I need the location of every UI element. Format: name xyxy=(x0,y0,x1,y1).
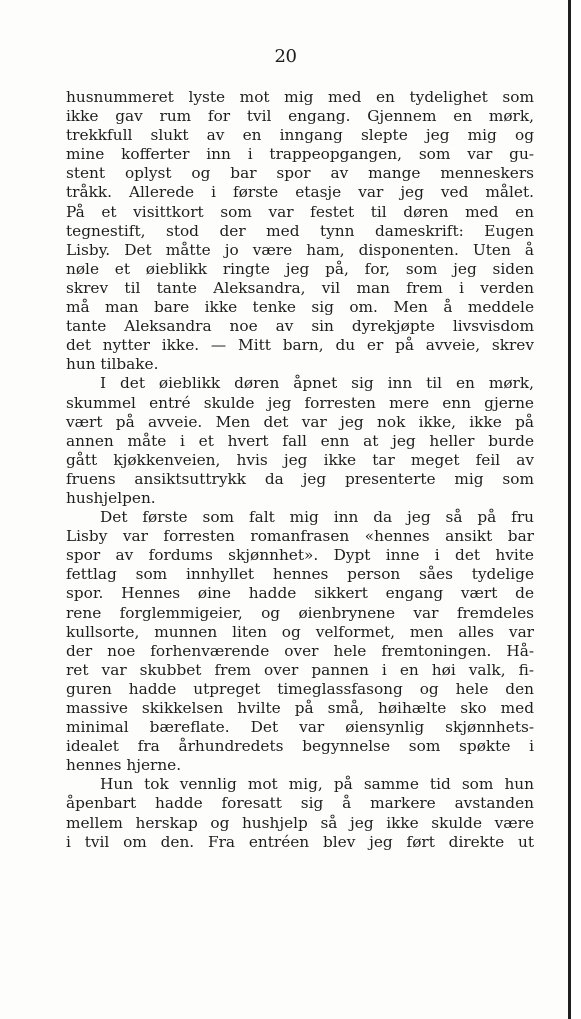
text-line: fruens ansiktsuttrykk da jeg presenterte mig som xyxy=(66,469,534,488)
text-line: der noe forhenværende over hele fremtoningen. Hå- xyxy=(66,641,534,660)
paragraph xyxy=(66,508,534,775)
text-line: ret var skubbet frem over pannen i en høi valk, fi- xyxy=(66,660,534,679)
text-line: skummel entré skulde jeg forresten mere enn gjerne xyxy=(66,393,534,412)
text-line: Det første som falt mig inn da jeg så på fru xyxy=(100,508,534,527)
page-number: 20 xyxy=(274,46,297,67)
text-line: tegnestift, stod der med tynn dameskrift: Eugen xyxy=(66,221,534,240)
text-line: rene forglemmigeier, og øienbrynene var fremdeles xyxy=(66,603,534,622)
text-line: idealet fra århundredets begynnelse som spøkte i xyxy=(66,737,534,756)
text-line: massive skikkelsen hvilte på små, høihælte sko med xyxy=(66,699,534,717)
text-line: tante Aleksandra noe av sin dyrekjøpte livsvisdom xyxy=(66,317,534,336)
text-line: vært på avveie. Men det var jeg nok ikke, ikke på xyxy=(66,412,534,431)
text-line: åpenbart hadde foresatt sig å markere avstanden xyxy=(66,794,534,813)
text-line: Lisby. Det måtte jo være ham, disponenten. Uten å xyxy=(66,240,534,259)
text-line: gått kjøkkenveien, hvis jeg ikke tar meget feil av xyxy=(66,450,534,469)
text-line: i tvil om den. Fra entréen blev jeg ført direkte ut xyxy=(66,832,534,851)
text-line: husnummeret lyste mot mig med en tydelighet som xyxy=(66,88,534,106)
text-line: guren hadde utpreget timeglassfasong og hele den xyxy=(66,679,534,698)
text-line: hennes hjerne. xyxy=(66,756,182,775)
text-line: hun tilbake. xyxy=(66,355,159,374)
text-line: stent oplyst og bar spor av mange menneskers xyxy=(66,164,534,183)
text-line: mine kofferter inn i trappeopgangen, som var gu- xyxy=(66,145,534,164)
text-line: spor. Hennes øine hadde sikkert engang vært de xyxy=(66,584,534,603)
text-line: spor av fordums skjønnhet». Dypt inne i det hvite xyxy=(66,546,534,565)
text-line: hushjelpen. xyxy=(66,488,156,507)
text-line: Lisby var forresten romanfrasen «hennes ansikt bar xyxy=(66,527,534,546)
text-line: I det øieblikk døren åpnet sig inn til en mørk, xyxy=(100,374,534,393)
text-line: kullsorte, munnen liten og velformet, men alles var xyxy=(66,622,534,641)
text-line: fettlag som innhyllet hennes person såes tydelige xyxy=(66,565,534,584)
body-text xyxy=(66,88,534,852)
text-line: ikke gav rum for tvil engang. Gjennem en mørk, xyxy=(66,107,534,126)
text-line: tråkk. Allerede i første etasje var jeg ved målet. xyxy=(66,183,534,202)
paragraph xyxy=(66,775,534,851)
text-line: må man bare ikke tenke sig om. Men å meddele xyxy=(66,298,534,317)
text-line: trekkfull slukt av en inngang slepte jeg mig og xyxy=(66,126,534,145)
text-line: det nytter ikke. — Mitt barn, du er på avveie, skrev xyxy=(66,336,534,355)
text-line: skrev til tante Aleksandra, vil man frem i verden xyxy=(66,278,534,297)
text-line: annen måte i et hvert fall enn at jeg heller burde xyxy=(66,431,534,450)
text-line: Hun tok vennlig mot mig, på samme tid som hun xyxy=(100,775,534,794)
text-line: minimal bæreflate. Det var øiensynlig skjønnhets- xyxy=(66,718,534,737)
text-line: På et visittkort som var festet til døren med en xyxy=(66,202,534,221)
text-line: mellem herskap og hushjelp så jeg ikke skulde være xyxy=(66,813,534,832)
paragraph xyxy=(66,374,534,508)
paragraph xyxy=(66,88,534,374)
text-line: nøle et øieblikk ringte jeg på, for, som jeg siden xyxy=(66,259,534,278)
